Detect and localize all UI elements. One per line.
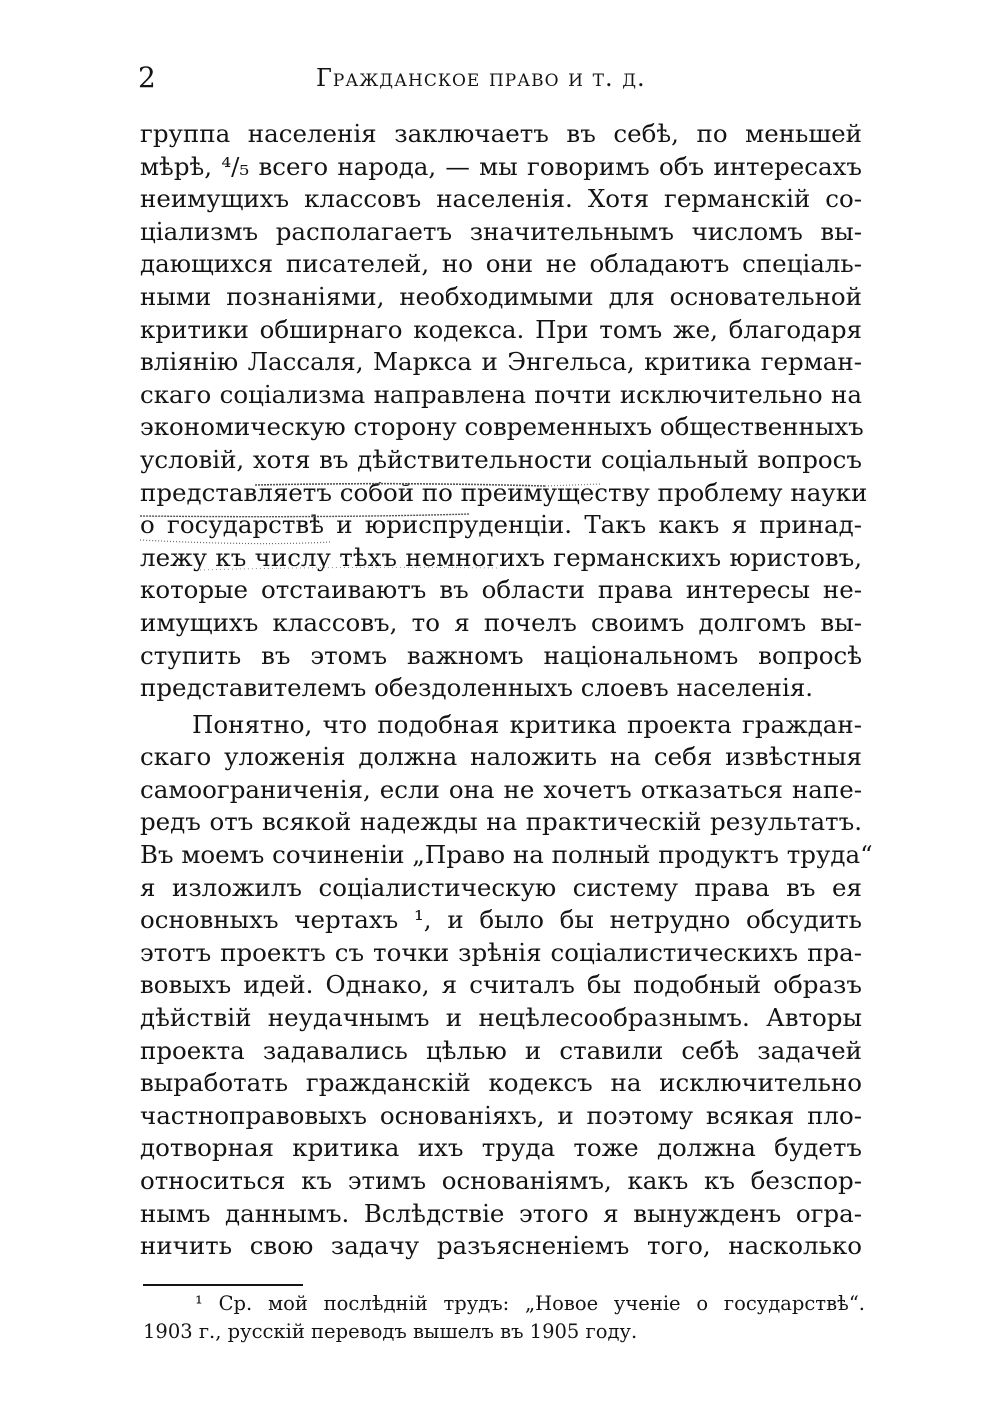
text-line: дающихся писателей, но они не обладаютъ спеціаль-: [140, 249, 862, 279]
text-line: редъ отъ всякой надежды на практическій результатъ.: [140, 807, 862, 837]
text-line: относиться къ этимъ основаніямъ, какъ къ безспор-: [140, 1166, 862, 1195]
text-line: нымъ даннымъ. Вслѣдствіе этого я вынужденъ огра-: [140, 1198, 862, 1228]
text-line: ными познаніями, необходимыми для основательной: [140, 281, 862, 311]
text-line: дѣйствій неудачнымъ и нецѣлесообразнымъ. Авторы: [140, 1003, 862, 1033]
paragraph-end-line: представителемъ обездоленныхъ слоевъ населенія.: [140, 673, 814, 703]
text-line: ціализмъ располагаетъ значительнымъ числомъ вы-: [140, 216, 862, 246]
running-title: Гражданское право и т. д.: [316, 64, 646, 92]
text-line: лежу къ числу тѣхъ немногихъ германскихъ юристовъ,: [140, 542, 862, 572]
text-line: ничить свою задачу разъясненіемъ того, насколько: [140, 1231, 862, 1261]
text-line: выработать гражданскій кодексъ на исключительно: [140, 1068, 862, 1098]
footnote-line: 1903 г., русскій переводъ вышелъ въ 1905 году.: [143, 1320, 638, 1343]
page-number: 2: [138, 61, 156, 94]
text-line: вовыхъ идей. Однако, я считалъ бы подобный образъ: [140, 970, 862, 1000]
text-line: мѣрѣ, ⁴/₅ всего народа, — мы говоримъ объ интересахъ: [140, 151, 862, 181]
body-text: [140, 118, 873, 1263]
footnote-rule: [143, 1284, 303, 1286]
paragraph-start-line: Понятно, что подобная критика проекта граждан-: [192, 709, 862, 739]
text-line: самоограниченія, если она не хочетъ отказаться напе-: [140, 774, 862, 804]
text-line: этотъ проектъ съ точки зрѣнія соціалистическихъ пра-: [140, 937, 862, 967]
text-line: скаго уложенія должна наложить на себя извѣстныя: [140, 742, 862, 772]
text-line: критики обширнаго кодекса. При томъ же, благодаря: [140, 314, 862, 344]
text-line: дотворная критика ихъ труда тоже должна будетъ: [140, 1133, 862, 1163]
text-line: представляетъ собой по преимуществу проблему науки: [140, 477, 868, 507]
text-line: экономическую сторону современныхъ общественныхъ: [140, 412, 864, 442]
text-line: Въ моемъ сочиненіи „Право на полный продуктъ труда“: [140, 840, 873, 870]
text-line: условій, хотя въ дѣйствительности соціальный вопросъ: [140, 444, 862, 474]
text-line: частноправовыхъ основаніяхъ, и поэтому всякая пло-: [140, 1100, 862, 1130]
text-line: неимущихъ классовъ населенія. Хотя германскій со-: [140, 184, 862, 214]
text-line: которые отстаиваютъ въ области права интересы не-: [140, 575, 862, 605]
text-line: скаго соціализма направлена почти исключительно на: [140, 379, 862, 409]
text-line: группа населенія заключаетъ въ себѣ, по меньшей: [140, 119, 862, 148]
text-line: имущихъ классовъ, то я почелъ своимъ долгомъ вы-: [140, 607, 862, 637]
text-line: проекта задавались цѣлью и ставили себѣ задачей: [140, 1035, 862, 1065]
footnotes: [143, 1290, 865, 1346]
text-line: ступить въ этомъ важномъ національномъ вопросѣ: [140, 640, 862, 670]
footnote-line: ¹ Ср. мой послѣдній трудъ: „Новое ученіе о государствѣ“.: [195, 1292, 865, 1315]
text-line: основныхъ чертахъ ¹, и было бы нетрудно обсудить: [140, 905, 862, 935]
text-line: о государствѣ и юриспруденціи. Такъ какъ я принад-: [140, 510, 862, 540]
text-line: вліянію Лассаля, Маркса и Энгельса, критика герман-: [140, 347, 862, 377]
text-line: я изложилъ соціалистическую систему права въ ея: [140, 872, 862, 902]
page-header: [138, 58, 862, 98]
